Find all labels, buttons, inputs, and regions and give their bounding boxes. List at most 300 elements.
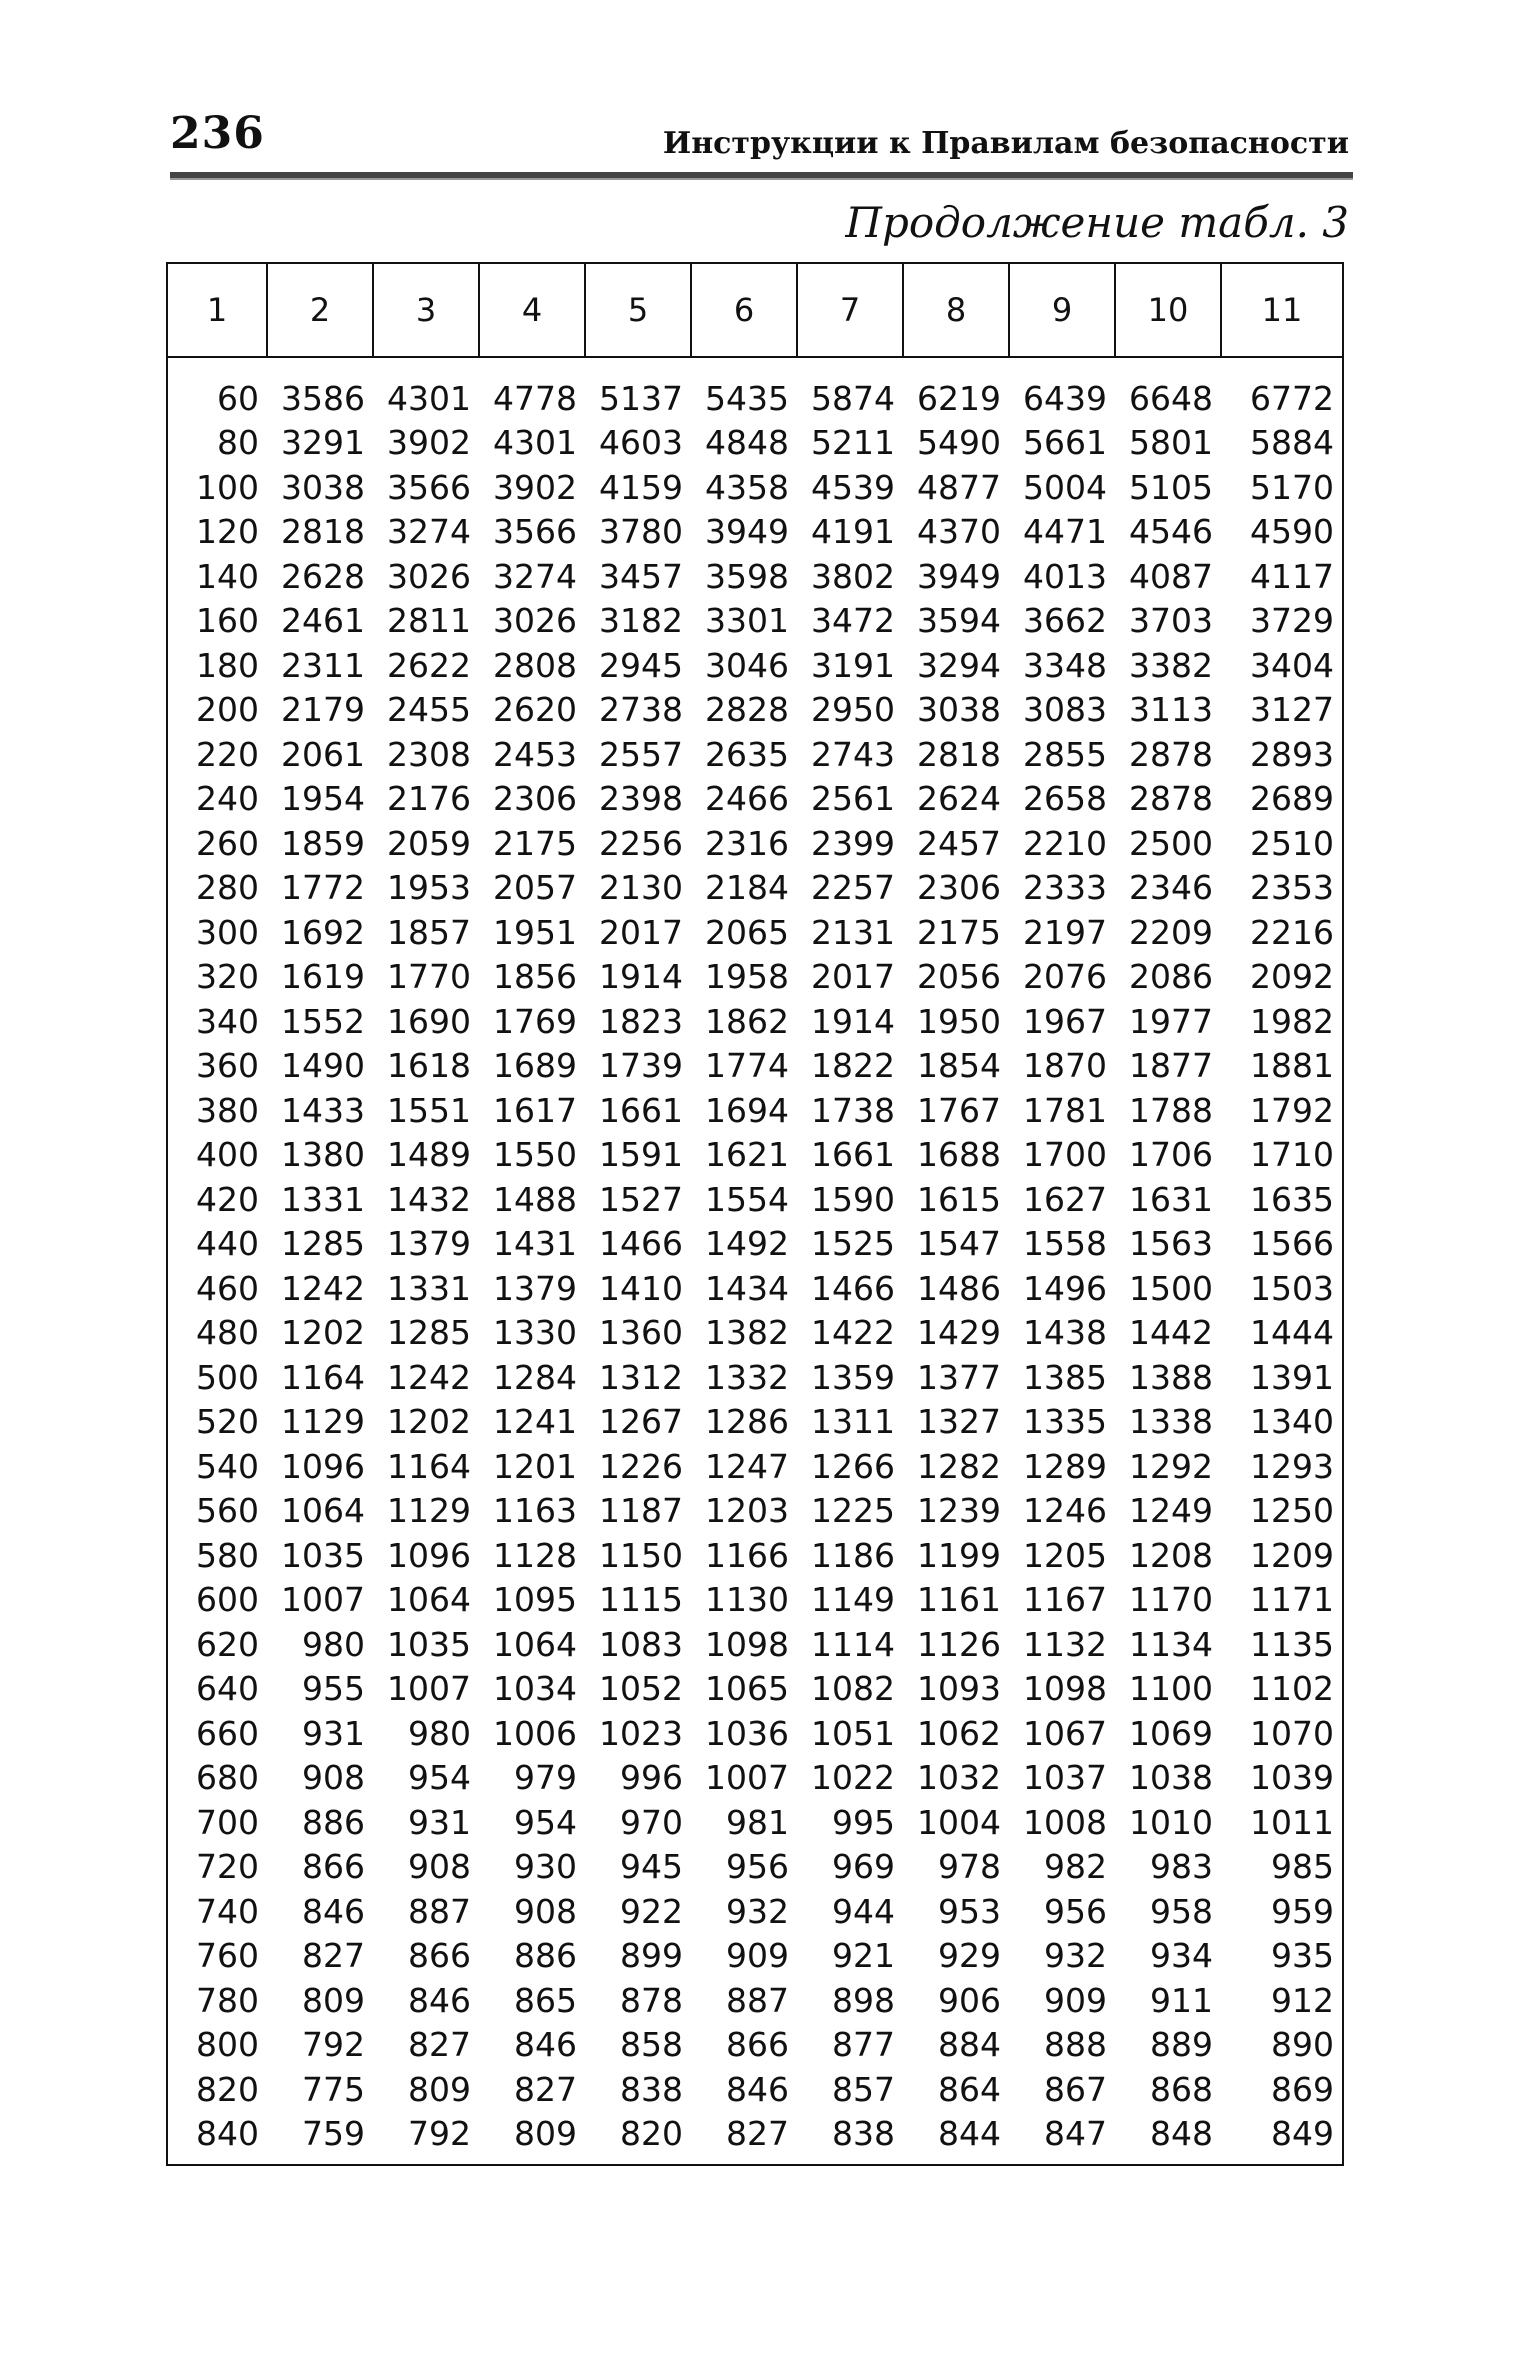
- column-header: 11: [1221, 263, 1343, 357]
- row-key-cell: 800: [196, 2025, 259, 2065]
- column-header: 5: [585, 263, 691, 357]
- table-cell: 5661: [1023, 423, 1107, 463]
- table-cell: 1022: [811, 1758, 895, 1798]
- table-cell: 4159: [599, 467, 683, 507]
- table-cell: 935: [1271, 1936, 1334, 1976]
- table-cell: 2175: [917, 912, 1001, 952]
- table-cell: 5874: [811, 378, 895, 418]
- table-cell: 1503: [1250, 1268, 1334, 1308]
- table-cell: 5137: [599, 378, 683, 418]
- header-rule: [170, 172, 1353, 180]
- table-cell: 1547: [917, 1224, 1001, 1264]
- table-cell: 1332: [705, 1357, 789, 1397]
- table-row: [167, 1489, 1343, 1534]
- table-cell: 3083: [1023, 690, 1107, 730]
- table-cell: 887: [726, 1980, 789, 2020]
- table-cell: 1202: [387, 1402, 471, 1442]
- table-cell: 1132: [1023, 1624, 1107, 1664]
- table-cell: 2624: [917, 779, 1001, 819]
- table-cell: 908: [302, 1758, 365, 1798]
- table-cell: 980: [302, 1624, 365, 1664]
- table-cell: 2179: [281, 690, 365, 730]
- table-cell: 1082: [811, 1669, 895, 1709]
- table-row: [167, 1133, 1343, 1178]
- table-cell: 945: [620, 1847, 683, 1887]
- table-cell: 2878: [1129, 734, 1213, 774]
- table-cell: 1914: [811, 1001, 895, 1041]
- table-cell: 1359: [811, 1357, 895, 1397]
- table-cell: 3294: [917, 645, 1001, 685]
- table-cell: 1379: [493, 1268, 577, 1308]
- row-key-cell: 840: [196, 2114, 259, 2154]
- table-cell: 3802: [811, 556, 895, 596]
- table-cell: 838: [620, 2069, 683, 2109]
- table-cell: 944: [832, 1891, 895, 1931]
- table-cell: 1039: [1250, 1758, 1334, 1798]
- table-cell: 1566: [1250, 1224, 1334, 1264]
- table-cell: 1781: [1023, 1090, 1107, 1130]
- table-cell: 1710: [1250, 1135, 1334, 1175]
- table-cell: 899: [620, 1936, 683, 1976]
- table-cell: 1967: [1023, 1001, 1107, 1041]
- table-cell: 847: [1044, 2114, 1107, 2154]
- table-cell: 1434: [705, 1268, 789, 1308]
- table-cell: 1738: [811, 1090, 895, 1130]
- table-cell: 2945: [599, 645, 683, 685]
- table-cell: 6219: [917, 378, 1001, 418]
- table-cell: 2628: [281, 556, 365, 596]
- table-cell: 1007: [281, 1580, 365, 1620]
- table-cell: 1067: [1023, 1713, 1107, 1753]
- table-row: [167, 643, 1343, 688]
- table-cell: 1023: [599, 1713, 683, 1753]
- table-cell: 956: [726, 1847, 789, 1887]
- row-key-cell: 180: [196, 645, 259, 685]
- table-cell: 3382: [1129, 645, 1213, 685]
- table-cell: 2059: [387, 823, 471, 863]
- table-cell: 827: [302, 1936, 365, 1976]
- table-cell: 3026: [387, 556, 471, 596]
- table-cell: 4301: [387, 378, 471, 418]
- row-key-cell: 520: [196, 1402, 259, 1442]
- table-cell: 2308: [387, 734, 471, 774]
- table-cell: 1327: [917, 1402, 1001, 1442]
- table-cell: 1241: [493, 1402, 577, 1442]
- table-cell: 2620: [493, 690, 577, 730]
- column-header: 6: [691, 263, 797, 357]
- table-cell: 3404: [1250, 645, 1334, 685]
- table-cell: 5801: [1129, 423, 1213, 463]
- table-cell: 1034: [493, 1669, 577, 1709]
- table-cell: 1064: [387, 1580, 471, 1620]
- table-cell: 954: [408, 1758, 471, 1798]
- table-cell: 2175: [493, 823, 577, 863]
- data-table: [166, 262, 1344, 2166]
- table-cell: 2197: [1023, 912, 1107, 952]
- table-cell: 5490: [917, 423, 1001, 463]
- table-cell: 1621: [705, 1135, 789, 1175]
- table-cell: 2635: [705, 734, 789, 774]
- table-cell: 1246: [1023, 1491, 1107, 1531]
- table-cell: 1492: [705, 1224, 789, 1264]
- table-cell: 2878: [1129, 779, 1213, 819]
- table-cell: 980: [408, 1713, 471, 1753]
- table-cell: 1770: [387, 957, 471, 997]
- table-cell: 857: [832, 2069, 895, 2109]
- table-row: [167, 1622, 1343, 1667]
- table-cell: 1377: [917, 1357, 1001, 1397]
- table-row: [167, 421, 1343, 466]
- table-row: [167, 1756, 1343, 1801]
- table-cell: 866: [408, 1936, 471, 1976]
- table-cell: 1379: [387, 1224, 471, 1264]
- table-cell: 1490: [281, 1046, 365, 1086]
- table-cell: 931: [302, 1713, 365, 1753]
- table-cell: 3038: [917, 690, 1001, 730]
- table-cell: 982: [1044, 1847, 1107, 1887]
- table-cell: 1914: [599, 957, 683, 997]
- table-row: [167, 1889, 1343, 1934]
- table-cell: 2184: [705, 868, 789, 908]
- table-cell: 3566: [493, 512, 577, 552]
- table-cell: 1115: [599, 1580, 683, 1620]
- table-cell: 5211: [811, 423, 895, 463]
- table-cell: 844: [938, 2114, 1001, 2154]
- table-cell: 2256: [599, 823, 683, 863]
- table-cell: 1202: [281, 1313, 365, 1353]
- column-header: 7: [797, 263, 903, 357]
- table-cell: 2017: [811, 957, 895, 997]
- table-cell: 1070: [1250, 1713, 1334, 1753]
- table-cell: 906: [938, 1980, 1001, 2020]
- table-cell: 4013: [1023, 556, 1107, 596]
- table-cell: 1242: [281, 1268, 365, 1308]
- table-cell: 775: [302, 2069, 365, 2109]
- table-cell: 2065: [705, 912, 789, 952]
- table-cell: 809: [302, 1980, 365, 2020]
- table-cell: 3902: [387, 423, 471, 463]
- table-row: [167, 732, 1343, 777]
- column-header: 10: [1115, 263, 1221, 357]
- table-cell: 956: [1044, 1891, 1107, 1931]
- table-cell: 6648: [1129, 378, 1213, 418]
- table-cell: 1285: [387, 1313, 471, 1353]
- row-key-cell: 660: [196, 1713, 259, 1753]
- table-cell: 1062: [917, 1713, 1001, 1753]
- row-key-cell: 600: [196, 1580, 259, 1620]
- table-cell: 3729: [1250, 601, 1334, 641]
- table-row: [167, 1044, 1343, 1089]
- table-cell: 1767: [917, 1090, 1001, 1130]
- table-cell: 2461: [281, 601, 365, 641]
- table-cell: 1444: [1250, 1313, 1334, 1353]
- table-cell: 848: [1150, 2114, 1213, 2154]
- table-cell: 1700: [1023, 1135, 1107, 1175]
- table-body: [167, 357, 1343, 2165]
- table-cell: 912: [1271, 1980, 1334, 2020]
- column-header: 3: [373, 263, 479, 357]
- table-cell: 2057: [493, 868, 577, 908]
- table-cell: 3949: [705, 512, 789, 552]
- table-cell: 4848: [705, 423, 789, 463]
- table-cell: 2622: [387, 645, 471, 685]
- table-cell: 970: [620, 1802, 683, 1842]
- table-cell: 1954: [281, 779, 365, 819]
- table-cell: 1382: [705, 1313, 789, 1353]
- table-cell: 868: [1150, 2069, 1213, 2109]
- table-cell: 1466: [599, 1224, 683, 1264]
- table-cell: 2500: [1129, 823, 1213, 863]
- table-cell: 1859: [281, 823, 365, 863]
- table-cell: 1661: [599, 1090, 683, 1130]
- row-key-cell: 680: [196, 1758, 259, 1798]
- table-cell: 4471: [1023, 512, 1107, 552]
- table-cell: 1391: [1250, 1357, 1334, 1397]
- table-cell: 867: [1044, 2069, 1107, 2109]
- column-header: 9: [1009, 263, 1115, 357]
- table-cell: 1792: [1250, 1090, 1334, 1130]
- table-cell: 1095: [493, 1580, 577, 1620]
- row-key-cell: 820: [196, 2069, 259, 2109]
- table-cell: 4778: [493, 378, 577, 418]
- table-cell: 978: [938, 1847, 1001, 1887]
- table-cell: 1558: [1023, 1224, 1107, 1264]
- table-cell: 1422: [811, 1313, 895, 1353]
- table-cell: 1692: [281, 912, 365, 952]
- table-header: [167, 263, 1343, 357]
- table-cell: 849: [1271, 2114, 1334, 2154]
- table-cell: 1209: [1250, 1535, 1334, 1575]
- table-cell: 884: [938, 2025, 1001, 2065]
- row-key-cell: 420: [196, 1179, 259, 1219]
- table-cell: 2818: [281, 512, 365, 552]
- table-cell: 1688: [917, 1135, 1001, 1175]
- table-cell: 2689: [1250, 779, 1334, 819]
- table-cell: 809: [514, 2114, 577, 2154]
- table-cell: 908: [514, 1891, 577, 1931]
- table-cell: 1008: [1023, 1802, 1107, 1842]
- table-cell: 1360: [599, 1313, 683, 1353]
- table-cell: 1619: [281, 957, 365, 997]
- table-cell: 887: [408, 1891, 471, 1931]
- table-cell: 2056: [917, 957, 1001, 997]
- table-cell: 1293: [1250, 1446, 1334, 1486]
- row-key-cell: 60: [217, 378, 259, 418]
- table-cell: 869: [1271, 2069, 1334, 2109]
- table-cell: 6772: [1250, 378, 1334, 418]
- table-cell: 1618: [387, 1046, 471, 1086]
- table-cell: 1617: [493, 1090, 577, 1130]
- table-cell: 979: [514, 1758, 577, 1798]
- table-cell: 2176: [387, 779, 471, 819]
- table-cell: 1284: [493, 1357, 577, 1397]
- table-cell: 2209: [1129, 912, 1213, 952]
- table-cell: 1285: [281, 1224, 365, 1264]
- table-cell: 1205: [1023, 1535, 1107, 1575]
- table-cell: 2086: [1129, 957, 1213, 997]
- table-row: [167, 1934, 1343, 1979]
- table-cell: 1102: [1250, 1669, 1334, 1709]
- table-cell: 3113: [1129, 690, 1213, 730]
- table-cell: 2306: [493, 779, 577, 819]
- table-cell: 827: [408, 2025, 471, 2065]
- table-cell: 2561: [811, 779, 895, 819]
- table-cell: 2455: [387, 690, 471, 730]
- table-cell: 1065: [705, 1669, 789, 1709]
- table-cell: 2216: [1250, 912, 1334, 952]
- table-cell: 969: [832, 1847, 895, 1887]
- table-cell: 1500: [1129, 1268, 1213, 1308]
- table-cell: 1128: [493, 1535, 577, 1575]
- row-key-cell: 580: [196, 1535, 259, 1575]
- table-cell: 1239: [917, 1491, 1001, 1531]
- table-cell: 2399: [811, 823, 895, 863]
- table-cell: 1164: [387, 1446, 471, 1486]
- table-cell: 1982: [1250, 1001, 1334, 1041]
- table-cell: 1822: [811, 1046, 895, 1086]
- table-cell: 2893: [1250, 734, 1334, 774]
- table-cell: 1823: [599, 1001, 683, 1041]
- table-row: [167, 1800, 1343, 1845]
- table-row: [167, 688, 1343, 733]
- table-cell: 4877: [917, 467, 1001, 507]
- table-cell: 3191: [811, 645, 895, 685]
- table-cell: 2808: [493, 645, 577, 685]
- table-cell: 4301: [493, 423, 577, 463]
- table-row: [167, 465, 1343, 510]
- table-cell: 1226: [599, 1446, 683, 1486]
- table-cell: 6439: [1023, 378, 1107, 418]
- table-row: [167, 821, 1343, 866]
- running-head: Инструкции к Правилам безопасности: [662, 126, 1349, 161]
- table-cell: 1335: [1023, 1402, 1107, 1442]
- table-cell: 827: [514, 2069, 577, 2109]
- table-cell: 3301: [705, 601, 789, 641]
- table-cell: 5004: [1023, 467, 1107, 507]
- table-cell: 996: [620, 1758, 683, 1798]
- table-cell: 3902: [493, 467, 577, 507]
- table-cell: 3274: [387, 512, 471, 552]
- table-cell: 1167: [1023, 1580, 1107, 1620]
- table-cell: 1004: [917, 1802, 1001, 1842]
- table-cell: 1247: [705, 1446, 789, 1486]
- row-key-cell: 760: [196, 1936, 259, 1976]
- table-cell: 1096: [281, 1446, 365, 1486]
- row-key-cell: 160: [196, 601, 259, 641]
- table-cell: 4191: [811, 512, 895, 552]
- table-cell: 1591: [599, 1135, 683, 1175]
- table-cell: 3038: [281, 467, 365, 507]
- table-cell: 1690: [387, 1001, 471, 1041]
- table-cell: 3026: [493, 601, 577, 641]
- table-cell: 1266: [811, 1446, 895, 1486]
- table-cell: 1312: [599, 1357, 683, 1397]
- table-cell: 5435: [705, 378, 789, 418]
- table-cell: 5105: [1129, 467, 1213, 507]
- table-cell: 1006: [493, 1713, 577, 1753]
- table-cell: 1788: [1129, 1090, 1213, 1130]
- table-row: [167, 1978, 1343, 2023]
- table-cell: 2855: [1023, 734, 1107, 774]
- table-cell: 1486: [917, 1268, 1001, 1308]
- table-cell: 1150: [599, 1535, 683, 1575]
- table-cell: 3182: [599, 601, 683, 641]
- table-cell: 1170: [1129, 1580, 1213, 1620]
- table-cell: 1854: [917, 1046, 1001, 1086]
- table-cell: 1552: [281, 1001, 365, 1041]
- header-row: [167, 263, 1343, 357]
- table-cell: 1856: [493, 957, 577, 997]
- row-key-cell: 560: [196, 1491, 259, 1531]
- table-cell: 922: [620, 1891, 683, 1931]
- table-cell: 2743: [811, 734, 895, 774]
- table-cell: 1069: [1129, 1713, 1213, 1753]
- table-cell: 1171: [1250, 1580, 1334, 1620]
- table-cell: 1438: [1023, 1313, 1107, 1353]
- table-cell: 2818: [917, 734, 1001, 774]
- table-cell: 3780: [599, 512, 683, 552]
- table-cell: 1311: [811, 1402, 895, 1442]
- table-cell: 3348: [1023, 645, 1107, 685]
- page-number: 236: [170, 108, 265, 159]
- table-cell: 809: [408, 2069, 471, 2109]
- table-cell: 3291: [281, 423, 365, 463]
- table-cell: 1977: [1129, 1001, 1213, 1041]
- table-cell: 909: [726, 1936, 789, 1976]
- data-table-container: [166, 262, 1344, 2166]
- table-row: [167, 599, 1343, 644]
- row-key-cell: 720: [196, 1847, 259, 1887]
- table-cell: 1694: [705, 1090, 789, 1130]
- table-cell: 1433: [281, 1090, 365, 1130]
- table-cell: 1489: [387, 1135, 471, 1175]
- row-key-cell: 640: [196, 1669, 259, 1709]
- table-cell: 864: [938, 2069, 1001, 2109]
- table-cell: 1286: [705, 1402, 789, 1442]
- table-cell: 3472: [811, 601, 895, 641]
- table-cell: 2076: [1023, 957, 1107, 997]
- table-row: [167, 1578, 1343, 1623]
- table-cell: 2017: [599, 912, 683, 952]
- table-cell: 1201: [493, 1446, 577, 1486]
- table-cell: 911: [1150, 1980, 1213, 2020]
- table-row: [167, 955, 1343, 1000]
- table-cell: 1706: [1129, 1135, 1213, 1175]
- table-cell: 1340: [1250, 1402, 1334, 1442]
- table-row: [167, 1845, 1343, 1890]
- row-key-cell: 460: [196, 1268, 259, 1308]
- table-cell: 934: [1150, 1936, 1213, 1976]
- table-cell: 1166: [705, 1535, 789, 1575]
- table-cell: 1953: [387, 868, 471, 908]
- table-cell: 1292: [1129, 1446, 1213, 1486]
- table-cell: 2316: [705, 823, 789, 863]
- table-cell: 909: [1044, 1980, 1107, 2020]
- table-row: [167, 1711, 1343, 1756]
- row-key-cell: 480: [196, 1313, 259, 1353]
- table-cell: 4603: [599, 423, 683, 463]
- table-cell: 1267: [599, 1402, 683, 1442]
- table-cell: 1135: [1250, 1624, 1334, 1664]
- table-cell: 759: [302, 2114, 365, 2154]
- table-cell: 3598: [705, 556, 789, 596]
- table-cell: 4590: [1250, 512, 1334, 552]
- table-cell: 1126: [917, 1624, 1001, 1664]
- table-row: [167, 1222, 1343, 1267]
- column-header: 4: [479, 263, 585, 357]
- table-cell: 2457: [917, 823, 1001, 863]
- table-cell: 2828: [705, 690, 789, 730]
